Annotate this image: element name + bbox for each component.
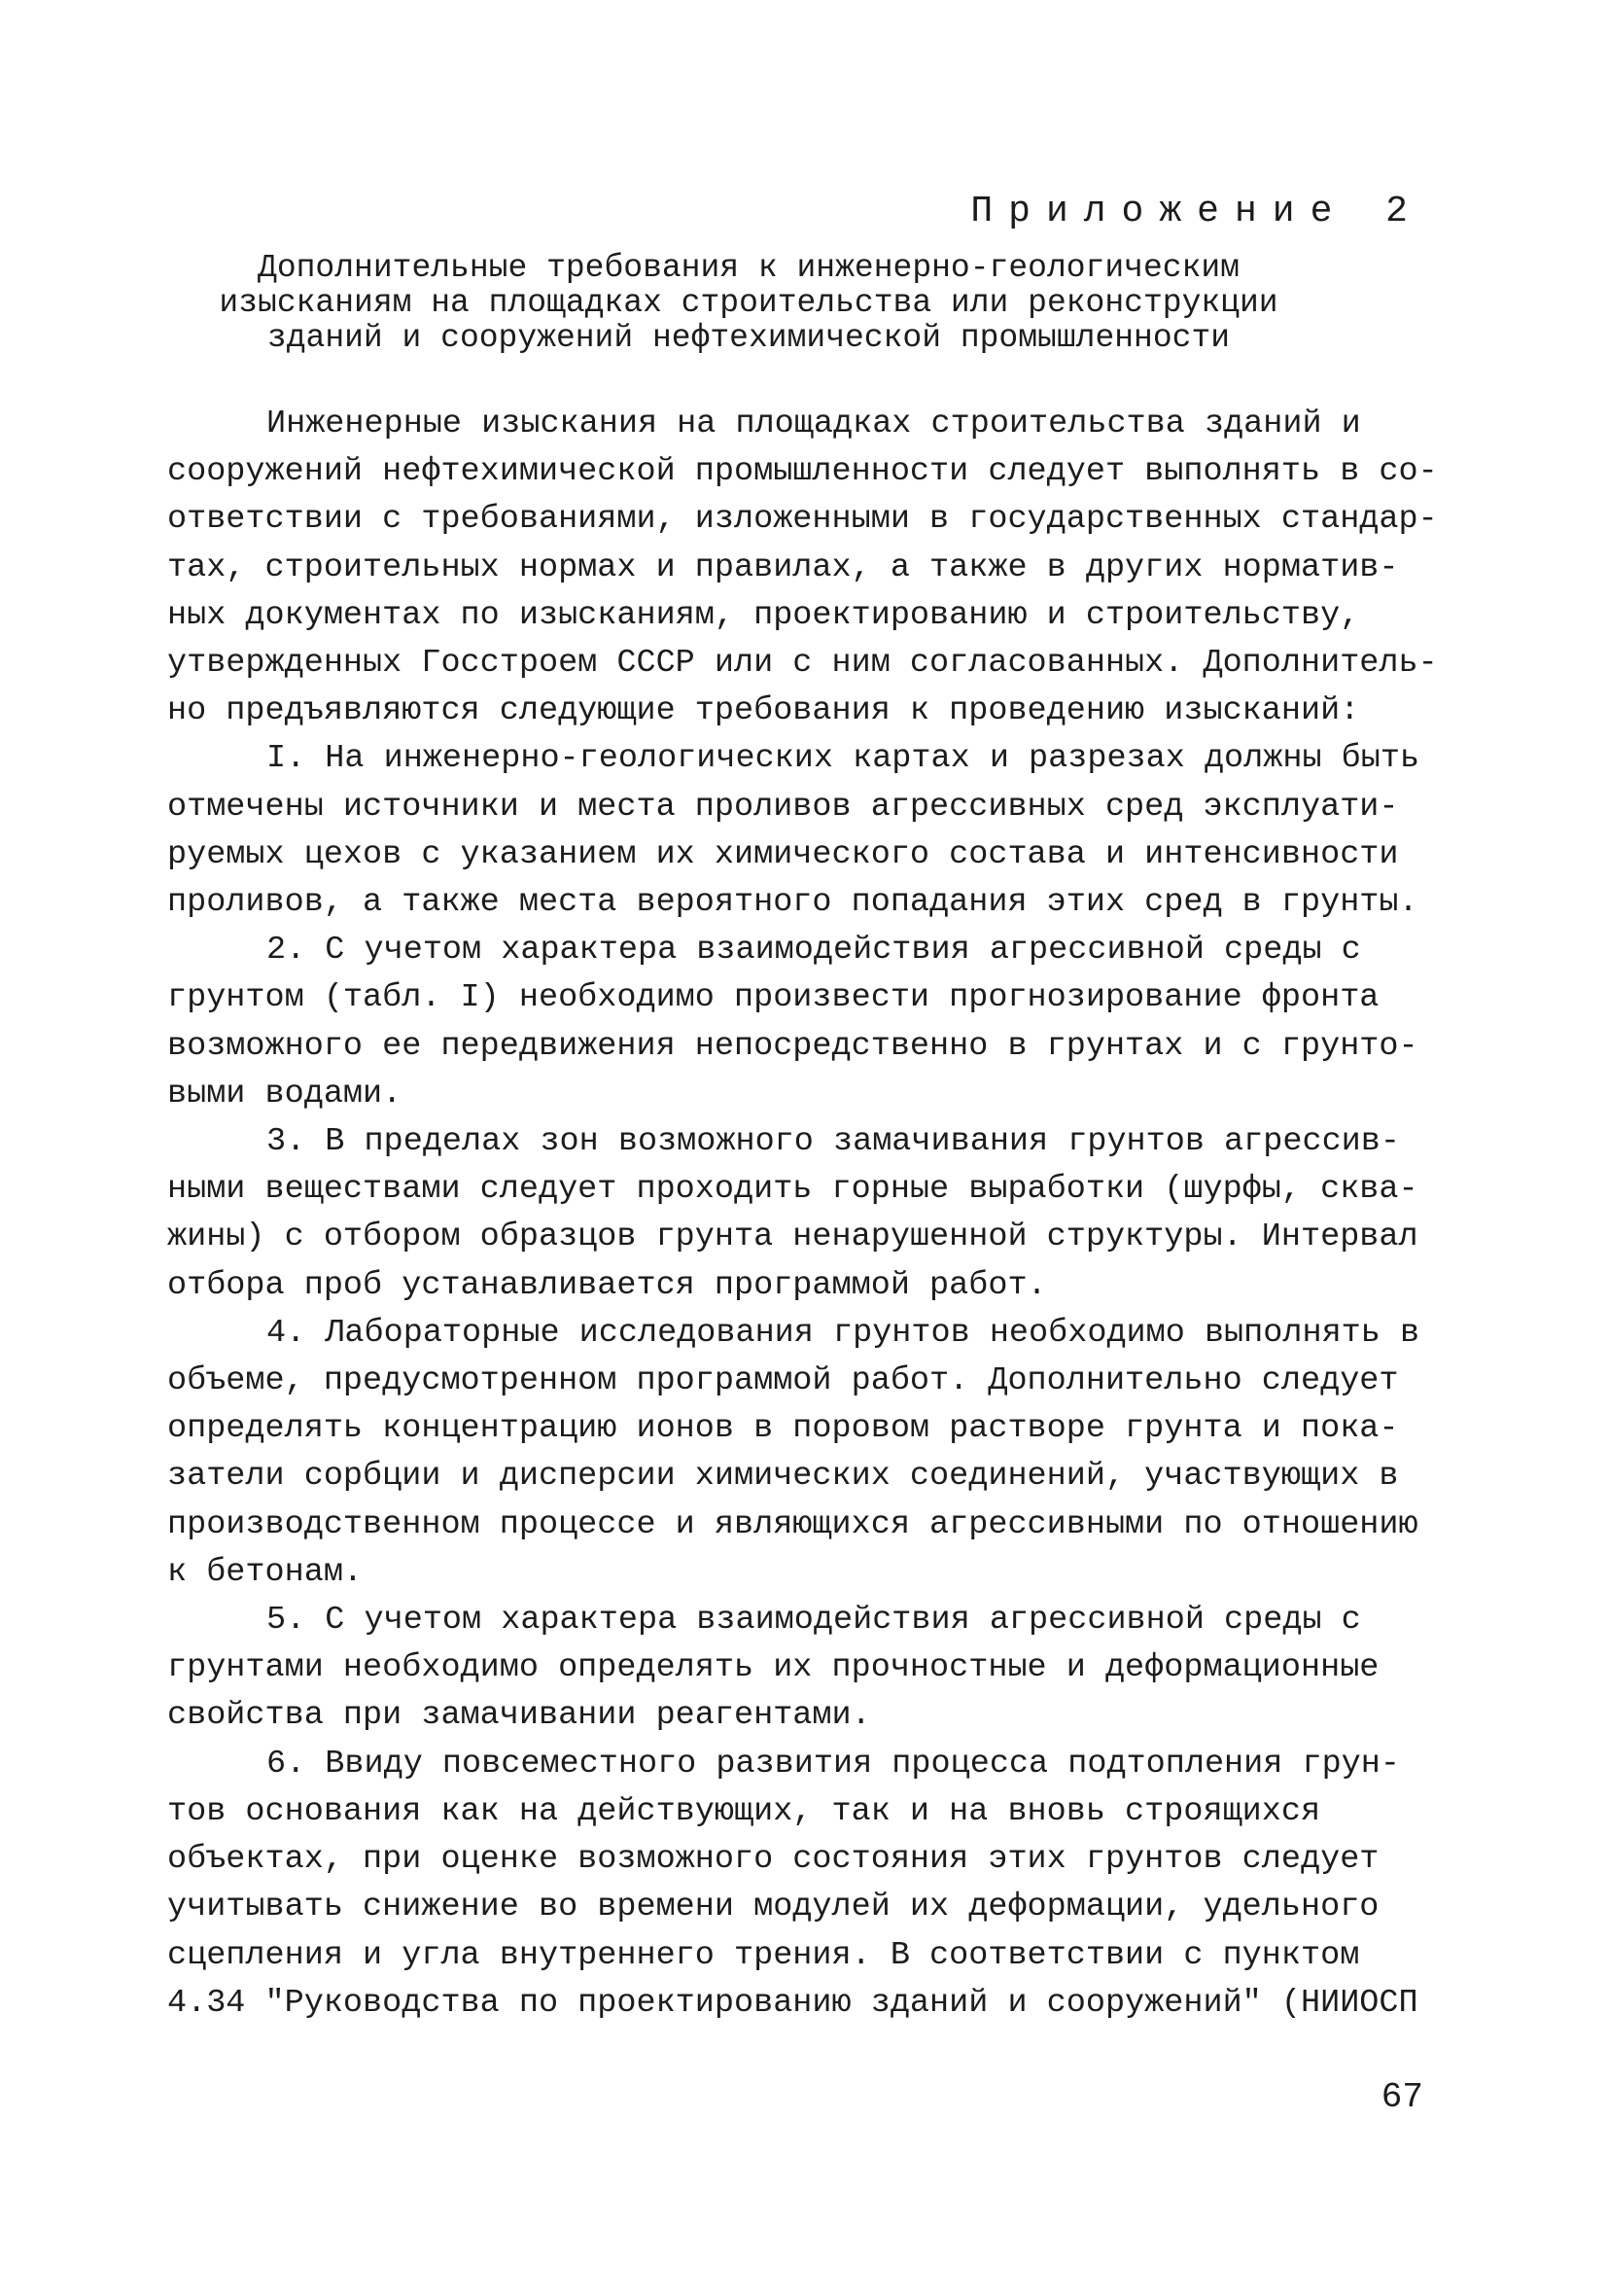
text-line: к бетонам. <box>167 1553 364 1591</box>
paragraph-item-4 <box>167 1310 1441 1597</box>
text-line: грунтами необходимо определять их прочностные и деформационные <box>167 1649 1380 1687</box>
text-line: утвержденных Госстроем СССР или с ним согласованных. Дополнитель- <box>167 645 1438 683</box>
text-line: затели сорбции и дисперсии химических соединений, участвующих в <box>167 1458 1399 1496</box>
text-line: ными веществами следует проходить горные выработки (шурфы, сква- <box>167 1171 1418 1209</box>
text-line: 3. В пределах зон возможного замачивания грунтов агрессив- <box>266 1123 1400 1161</box>
text-line: Инженерные изыскания на площадках строительства зданий и <box>266 406 1361 442</box>
text-line: ных документах по изысканиям, проектированию и строительству, <box>167 596 1360 634</box>
paragraph-item-2 <box>167 927 1441 1118</box>
text-line: ответствии с требованиями, изложенными в государственных стандар- <box>167 501 1438 539</box>
text-line: свойства при замачивании реагентами. <box>167 1697 871 1735</box>
text-line: грунтом (табл. I) необходимо произвести прогнозирование фронта <box>167 979 1380 1017</box>
text-line: но предъявляются следующие требования к проведению изысканий: <box>167 692 1360 730</box>
document-title <box>146 251 1351 356</box>
text-line: I. На инженерно-геологических картах и разрезах должны быть <box>266 740 1420 778</box>
text-line: возможного ее передвижения непосредственно в грунтах и с грунто- <box>167 1027 1418 1065</box>
text-line: тов основания как на действующих, так и на вновь строящихся <box>167 1792 1321 1830</box>
paragraph-item-5 <box>167 1597 1441 1741</box>
text-line: определять концентрацию ионов в поровом растворе грунта и пока- <box>167 1410 1399 1448</box>
paragraph-item-1 <box>167 735 1441 927</box>
text-line: жины) с отбором образцов грунта ненарушенной структуры. Интервал <box>167 1219 1418 1256</box>
text-line: отбора проб устанавливается программой работ. <box>167 1266 1047 1304</box>
appendix-label: Приложение 2 <box>970 191 1423 232</box>
paragraph-item-3 <box>167 1118 1441 1310</box>
text-line: тах, строительных нормах и правилах, а также в других норматив- <box>167 548 1399 586</box>
text-line: выми водами. <box>167 1075 402 1113</box>
paragraph-item-6 <box>167 1741 1441 2028</box>
body-text <box>167 401 1441 2028</box>
text-line: 4. Лабораторные исследования грунтов необходимо выполнять в <box>266 1314 1420 1352</box>
text-line: производственном процессе и являющихся агрессивными по отношению <box>167 1505 1418 1543</box>
paragraph-intro <box>167 401 1441 735</box>
title-line: изысканиям на площадках строительства или реконструкции <box>219 285 1278 321</box>
text-line: руемых цехов с указанием их химического состава и интенсивности <box>167 835 1399 873</box>
text-line: проливов, а также места вероятного попадания этих сред в грунты. <box>167 884 1418 922</box>
text-line: 2. С учетом характера взаимодействия агрессивной среды с <box>266 932 1361 970</box>
title-line: зданий и сооружений нефтехимической промышленности <box>266 320 1231 356</box>
text-line: учитывать снижение во времени модулей их деформации, удельного <box>167 1889 1380 1926</box>
title-line: Дополнительные требования к инженерно-геологическим <box>258 250 1240 286</box>
text-line: 6. Ввиду повсеместного развития процесса подтопления грун- <box>266 1745 1400 1783</box>
page-number: 67 <box>1381 2077 1423 2117</box>
text-line: 5. С учетом характера взаимодействия агрессивной среды с <box>266 1602 1361 1640</box>
text-line: объектах, при оценке возможного состояния этих грунтов следует <box>167 1841 1380 1879</box>
text-line: 4.34 "Руководства по проектированию зданий и сооружений" (НИИОСП <box>167 1984 1418 2022</box>
text-line: сцепления и угла внутреннего трения. В соответствии с пунктом <box>167 1936 1360 1974</box>
text-line: отмечены источники и места проливов агрессивных сред эксплуати- <box>167 788 1399 826</box>
text-line: объеме, предусмотренном программой работ. Дополнительно следует <box>167 1362 1399 1400</box>
text-line: сооружений нефтехимической промышленности следует выполнять в со- <box>167 453 1438 491</box>
